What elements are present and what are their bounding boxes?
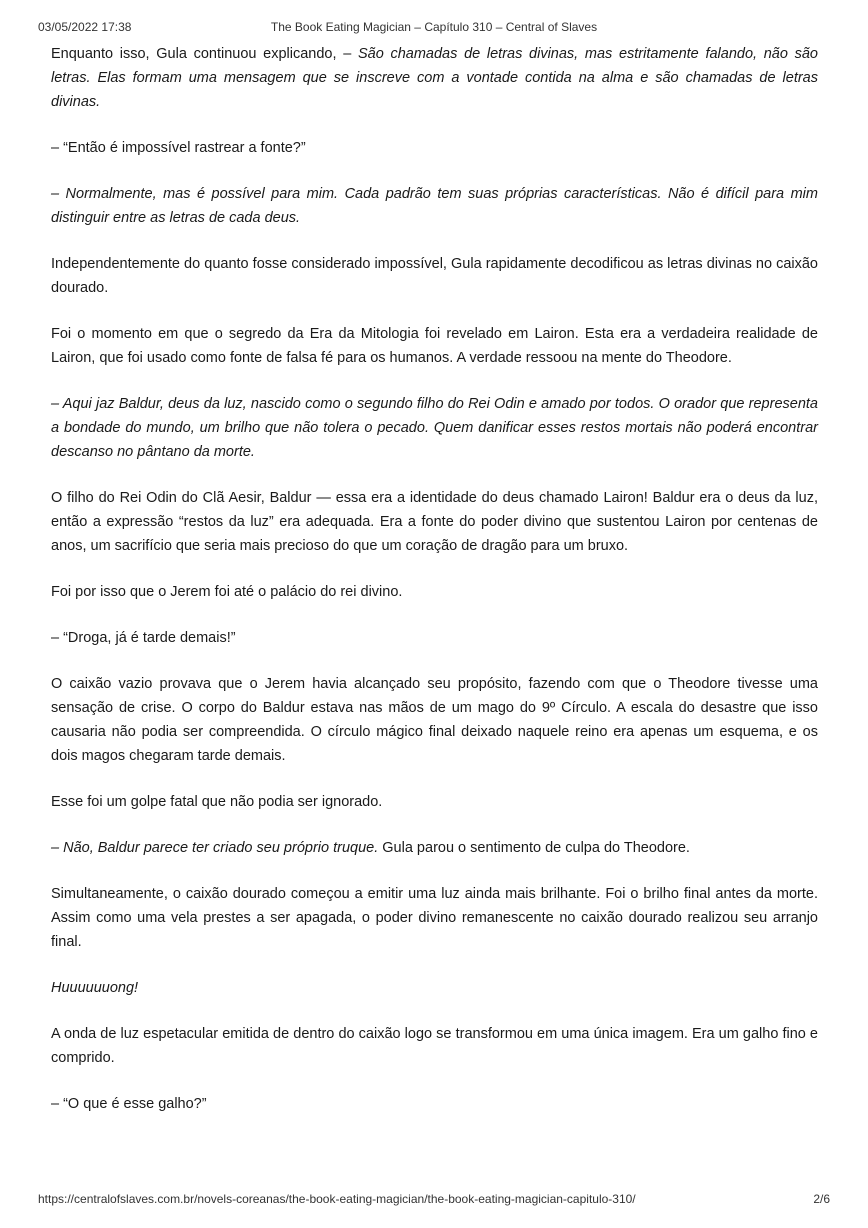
- paragraph: O filho do Rei Odin do Clã Aesir, Baldur — essa era a identidade do deus chamado Lairon! Baldur era o deus da luz, então a expressão “restos da luz” era adequada. Era a fonte do poder divino que sustentou Lairon por centenas de anos, um sacrifício que seria mais precioso do que um coração de dragão para um bruxo.: [51, 490, 818, 554]
- page-number: 2/6: [813, 1192, 830, 1206]
- paragraph: Esse foi um golpe fatal que não podia ser ignorado.: [51, 794, 383, 810]
- paragraph: Independentemente do quanto fosse considerado impossível, Gula rapidamente decodificou as letras divinas no caixão dourado.: [51, 256, 818, 296]
- paragraph: – Não, Baldur parece ter criado seu próprio truque. Gula parou o sentimento de culpa do Theodore.: [51, 840, 690, 856]
- paragraph: – “O que é esse galho?”: [51, 1096, 207, 1112]
- paragraph: Foi o momento em que o segredo da Era da Mitologia foi revelado em Lairon. Esta era a verdadeira realidade de Lairon, que foi usado como fonte de falsa fé para os humanos. A verdade ressoou na mente do Theodore.: [51, 326, 818, 366]
- print-datetime: 03/05/2022 17:38: [38, 20, 132, 34]
- paragraph: – Normalmente, mas é possível para mim. Cada padrão tem suas próprias características. Não é difícil para mim distinguir entre as letras de cada deus.: [51, 186, 818, 226]
- paragraph: Enquanto isso, Gula continuou explicando, – São chamadas de letras divinas, mas estritamente falando, não são letras. Elas formam uma mensagem que se inscreve com a vontade contida na alma e são chamadas de letras divinas.: [51, 46, 818, 110]
- paragraph: Simultaneamente, o caixão dourado começou a emitir uma luz ainda mais brilhante. Foi o brilho final antes da morte. Assim como uma vela prestes a ser apagada, o poder divino remanescente no caixão dourado realizou seu arranjo final.: [51, 886, 818, 950]
- paragraph: O caixão vazio provava que o Jerem havia alcançado seu propósito, fazendo com que o Theodore tivesse uma sensação de crise. O corpo do Baldur estava nas mãos de um mago do 9º Círculo. A escala do desastre que isso causaria não podia ser compreendida. O círculo mágico final deixado naquele reino era apenas um esquema, e os dois magos chegaram tarde demais.: [51, 676, 818, 764]
- footer-url: https://centralofslaves.com.br/novels-coreanas/the-book-eating-magician/the-book-eating-magician-capitulo-310/: [38, 1192, 636, 1206]
- paragraph: – Aqui jaz Baldur, deus da luz, nascido como o segundo filho do Rei Odin e amado por todos. O orador que representa a bondade do mundo, um brilho que não tolera o pecado. Quem danificar esses restos mortais não poderá encontrar descanso no pântano da morte.: [51, 396, 818, 460]
- page-title: The Book Eating Magician – Capítulo 310 – Central of Slaves: [270, 20, 598, 34]
- chapter-text: [51, 42, 818, 1116]
- paragraph: A onda de luz espetacular emitida de dentro do caixão logo se transformou em uma única imagem. Era um galho fino e comprido.: [51, 1026, 818, 1066]
- paragraph: Huuuuuuong!: [51, 980, 139, 996]
- paragraph: – “Então é impossível rastrear a fonte?”: [51, 140, 306, 156]
- paragraph: – “Droga, já é tarde demais!”: [51, 630, 236, 646]
- paragraph: Foi por isso que o Jerem foi até o palácio do rei divino.: [51, 584, 403, 600]
